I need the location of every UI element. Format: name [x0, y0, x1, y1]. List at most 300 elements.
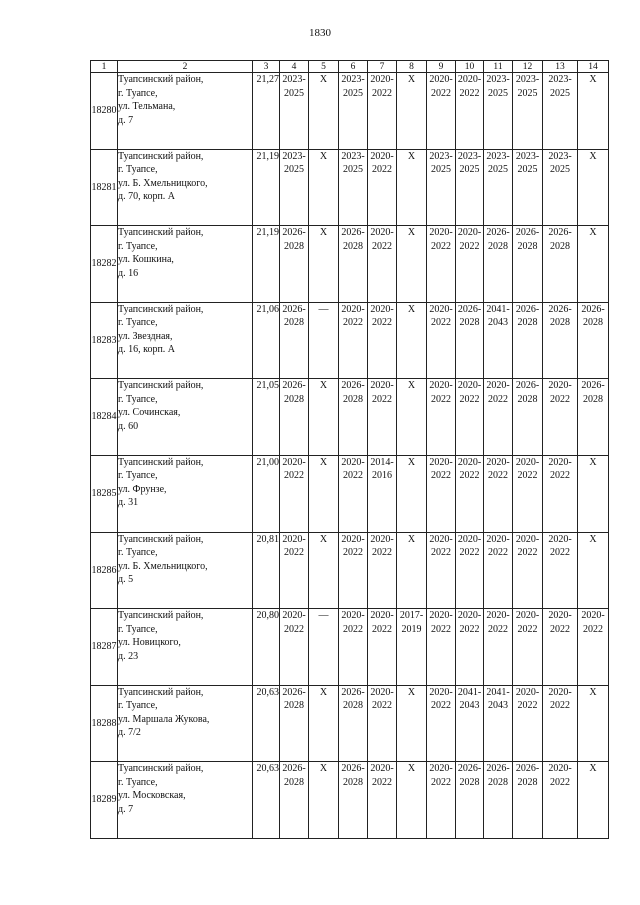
period-cell	[456, 762, 484, 839]
period-line: 2025	[431, 164, 451, 176]
period-line: —	[318, 610, 329, 622]
period-line: 2026-	[282, 763, 306, 775]
period-cell	[397, 532, 427, 609]
address-line: Туапсинский район,	[118, 74, 204, 85]
period-cell	[543, 685, 578, 762]
period-line: 2022	[431, 240, 451, 252]
period-cell	[368, 609, 397, 686]
address-cell	[118, 609, 253, 686]
period-line: 2020-	[370, 150, 394, 162]
address-line: д. 16	[118, 267, 139, 279]
period-line: 2022	[284, 623, 304, 635]
period-cell	[397, 455, 427, 532]
period-cell	[427, 149, 456, 226]
period-line: 2020-	[429, 380, 453, 392]
period-line: 2022	[459, 623, 480, 635]
period-line: 2028	[284, 240, 304, 252]
address-line: Туапсинский район,	[118, 686, 204, 698]
period-line: 2022	[372, 623, 392, 635]
period-line: 2028	[343, 776, 363, 788]
period-line: 2020-	[370, 74, 394, 85]
value-cell: 21,05	[253, 379, 280, 456]
period-line: 2022	[431, 87, 451, 99]
period-line: 2020-	[548, 380, 572, 392]
period-line: 2022	[550, 776, 570, 788]
period-line: 2023-	[429, 150, 453, 162]
period-line: 2022	[517, 547, 538, 559]
period-line: 2022	[343, 470, 363, 482]
address-cell	[118, 532, 253, 609]
address-line: д. 5	[118, 574, 134, 586]
period-line: 2043	[459, 700, 480, 712]
period-line: 2020-	[457, 456, 482, 468]
period-cell	[427, 226, 456, 303]
period-cell	[427, 685, 456, 762]
period-line: X	[407, 74, 416, 85]
period-line: 2023-	[282, 74, 306, 85]
period-line: —	[318, 303, 329, 315]
period-line: 2028	[284, 393, 304, 405]
period-line: 2028	[550, 240, 570, 252]
period-cell	[309, 302, 339, 379]
period-line: 2026-	[515, 303, 540, 315]
period-line: 2026-	[341, 763, 365, 775]
address-cell	[118, 73, 253, 150]
address-line: ул. Новицкого,	[118, 637, 181, 649]
period-line: 2022	[372, 700, 392, 712]
period-line: X	[319, 150, 328, 162]
period-line: X	[319, 686, 328, 698]
period-line: 2020-	[370, 227, 394, 239]
period-cell	[456, 609, 484, 686]
period-line: 2022	[583, 623, 603, 635]
period-line: 2022	[431, 393, 451, 405]
period-cell	[368, 73, 397, 150]
period-line: 2022	[343, 317, 363, 329]
period-cell	[427, 302, 456, 379]
period-line: 2020-	[429, 763, 453, 775]
period-line: 2025	[488, 164, 508, 176]
period-line: 2026-	[457, 303, 482, 315]
value-cell: 21,19	[253, 149, 280, 226]
period-line: 2020-	[515, 686, 540, 698]
period-line: 2020-	[429, 456, 453, 468]
period-line: X	[589, 533, 597, 545]
period-line: 2023-	[341, 150, 365, 162]
period-line: 2020-	[548, 456, 572, 468]
period-line: 2028	[284, 700, 304, 712]
period-line: 2020-	[548, 610, 572, 622]
period-line: 2022	[459, 393, 480, 405]
registry-table	[90, 60, 609, 839]
period-line: 2025	[343, 87, 363, 99]
period-line: X	[407, 686, 416, 698]
period-cell	[280, 379, 309, 456]
period-cell	[543, 609, 578, 686]
row-number: 18282	[91, 226, 118, 303]
address-line: г. Туапсе,	[118, 317, 158, 329]
address-cell	[118, 685, 253, 762]
period-cell	[427, 73, 456, 150]
period-line: 2020-	[429, 533, 453, 545]
period-line: X	[319, 74, 328, 85]
period-line: 2023-	[457, 150, 482, 162]
period-line: 2020-	[457, 74, 482, 85]
period-cell	[309, 379, 339, 456]
period-line: 2026-	[282, 303, 306, 315]
column-number-header: 6	[339, 61, 368, 73]
table-row	[91, 762, 609, 839]
period-line: 2020-	[486, 610, 510, 622]
address-line: Туапсинский район,	[118, 150, 204, 162]
period-cell	[339, 379, 368, 456]
period-line: 2020-	[457, 533, 482, 545]
period-cell	[280, 762, 309, 839]
period-cell	[280, 609, 309, 686]
period-cell	[339, 532, 368, 609]
period-line: 2020-	[457, 227, 482, 239]
address-line: г. Туапсе,	[118, 87, 158, 99]
period-cell	[280, 149, 309, 226]
period-line: 2026-	[515, 380, 540, 392]
address-line: ул. Московская,	[118, 790, 186, 802]
address-line: ул. Маршала Жукова,	[118, 713, 210, 725]
period-line: X	[319, 456, 328, 468]
period-cell	[578, 302, 609, 379]
period-line: 2028	[343, 700, 363, 712]
period-cell	[456, 455, 484, 532]
address-line: д. 70, корп. А	[118, 191, 176, 203]
period-line: 2023-	[515, 150, 540, 162]
period-cell	[578, 226, 609, 303]
period-cell	[368, 149, 397, 226]
period-line: 2020-	[486, 533, 510, 545]
period-line: 2020-	[429, 74, 453, 85]
period-line: 2023-	[486, 150, 510, 162]
period-line: 2028	[517, 776, 538, 788]
period-cell	[456, 302, 484, 379]
period-cell	[578, 455, 609, 532]
period-cell	[456, 226, 484, 303]
period-line: 2025	[284, 87, 304, 99]
period-cell	[456, 532, 484, 609]
period-cell	[456, 379, 484, 456]
address-line: д. 23	[118, 650, 139, 662]
period-line: 2022	[517, 470, 538, 482]
address-line: ул. Звездная,	[118, 330, 173, 342]
period-line: 2022	[372, 393, 392, 405]
period-line: 2020-	[370, 763, 394, 775]
column-number-header: 14	[578, 61, 609, 73]
period-line: X	[407, 456, 416, 468]
address-line: г. Туапсе,	[118, 240, 158, 252]
period-line: 2020-	[548, 686, 572, 698]
table-row	[91, 455, 609, 532]
period-line: 2020-	[486, 380, 510, 392]
period-cell	[513, 609, 543, 686]
period-cell	[280, 455, 309, 532]
period-line: 2041-	[457, 686, 482, 698]
address-line: д. 60	[118, 420, 139, 432]
period-line: 2022	[284, 547, 304, 559]
period-cell	[427, 455, 456, 532]
period-line: 2028	[517, 393, 538, 405]
period-line: X	[319, 227, 328, 239]
period-line: 2026-	[486, 227, 510, 239]
period-line: 2026-	[341, 227, 365, 239]
period-cell	[578, 685, 609, 762]
period-line: 2022	[372, 87, 392, 99]
period-cell	[397, 226, 427, 303]
value-cell: 21,00	[253, 455, 280, 532]
period-cell	[397, 379, 427, 456]
period-cell	[339, 302, 368, 379]
period-cell	[368, 302, 397, 379]
period-cell	[309, 455, 339, 532]
period-line: 2022	[431, 623, 451, 635]
period-line: X	[589, 763, 597, 775]
period-cell	[280, 226, 309, 303]
address-line: г. Туапсе,	[118, 700, 158, 712]
address-line: ул. Тельмана,	[118, 101, 176, 112]
period-line: X	[319, 380, 328, 392]
period-cell	[280, 302, 309, 379]
period-cell	[543, 455, 578, 532]
period-line: 2026-	[457, 763, 482, 775]
address-line: г. Туапсе,	[118, 547, 158, 559]
period-cell	[513, 762, 543, 839]
period-line: 2016	[372, 470, 392, 482]
period-line: 2026-	[282, 380, 306, 392]
period-cell	[427, 762, 456, 839]
period-line: 2026-	[282, 686, 306, 698]
period-cell	[456, 149, 484, 226]
period-line: 2028	[343, 240, 363, 252]
address-line: г. Туапсе,	[118, 164, 158, 176]
period-line: 2028	[488, 776, 508, 788]
table-row	[91, 226, 609, 303]
period-line: 2023-	[548, 150, 572, 162]
period-line: 2020-	[370, 610, 394, 622]
period-line: X	[589, 74, 597, 85]
period-cell	[309, 149, 339, 226]
period-cell	[484, 149, 513, 226]
table-row	[91, 302, 609, 379]
period-line: 2020-	[548, 533, 572, 545]
address-line: Туапсинский район,	[118, 533, 204, 545]
period-line: 2026-	[548, 227, 572, 239]
period-line: 2022	[431, 700, 451, 712]
column-number-header: 10	[456, 61, 484, 73]
period-line: 2020-	[341, 533, 365, 545]
period-cell	[484, 379, 513, 456]
period-line: 2022	[372, 776, 392, 788]
period-cell	[280, 532, 309, 609]
table-row	[91, 149, 609, 226]
period-line: 2028	[459, 317, 480, 329]
period-cell	[397, 762, 427, 839]
period-line: 2028	[583, 317, 603, 329]
page-number: 1830	[309, 27, 331, 39]
period-line: 2020-	[282, 456, 306, 468]
period-line: 2022	[372, 317, 392, 329]
period-line: 2020-	[341, 610, 365, 622]
period-line: 2022	[459, 240, 480, 252]
period-line: 2020-	[581, 610, 605, 622]
period-cell	[513, 149, 543, 226]
table-row	[91, 685, 609, 762]
period-line: 2020-	[370, 686, 394, 698]
period-line: X	[319, 763, 328, 775]
period-cell	[280, 685, 309, 762]
period-cell	[309, 73, 339, 150]
period-cell	[456, 685, 484, 762]
period-cell	[484, 302, 513, 379]
period-line: 2020-	[548, 763, 572, 775]
period-cell	[578, 609, 609, 686]
address-line: д. 16, корп. А	[118, 344, 176, 356]
period-cell	[339, 73, 368, 150]
period-line: 2023-	[515, 74, 540, 85]
address-line: г. Туапсе,	[118, 776, 158, 788]
period-line: 2020-	[515, 533, 540, 545]
period-line: 2026-	[515, 763, 540, 775]
period-line: X	[407, 533, 416, 545]
period-line: 2022	[459, 470, 480, 482]
value-cell: 20,81	[253, 532, 280, 609]
period-line: 2020-	[282, 610, 306, 622]
period-cell	[484, 685, 513, 762]
period-line: X	[407, 763, 416, 775]
address-line: Туапсинский район,	[118, 456, 204, 468]
period-line: 2014-	[370, 456, 394, 468]
column-number-header: 11	[484, 61, 513, 73]
period-cell	[513, 532, 543, 609]
period-line: 2043	[488, 317, 508, 329]
period-line: 2020-	[429, 686, 453, 698]
period-cell	[456, 73, 484, 150]
table-row	[91, 532, 609, 609]
period-line: 2020-	[341, 303, 365, 315]
period-line: 2022	[284, 470, 304, 482]
period-cell	[543, 532, 578, 609]
address-line: Туапсинский район,	[118, 303, 204, 315]
period-cell	[397, 685, 427, 762]
period-cell	[368, 455, 397, 532]
column-number-header: 4	[280, 61, 309, 73]
period-cell	[543, 379, 578, 456]
period-line: X	[589, 456, 597, 468]
period-line: 2020-	[486, 456, 510, 468]
period-cell	[484, 73, 513, 150]
period-cell	[513, 455, 543, 532]
period-line: 2023-	[282, 150, 306, 162]
address-line: Туапсинский район,	[118, 380, 204, 392]
period-cell	[578, 149, 609, 226]
period-cell	[339, 685, 368, 762]
period-line: 2028	[517, 317, 538, 329]
column-number-header: 2	[118, 61, 253, 73]
address-line: ул. Б. Хмельницкого,	[118, 177, 208, 189]
period-cell	[427, 609, 456, 686]
address-line: ул. Б. Хмельницкого,	[118, 560, 208, 572]
period-line: 2022	[459, 547, 480, 559]
address-line: ул. Кошкина,	[118, 254, 174, 266]
period-line: 2020-	[429, 610, 453, 622]
period-line: 2026-	[581, 303, 605, 315]
period-line: 2022	[431, 776, 451, 788]
period-cell	[578, 762, 609, 839]
period-line: 2026-	[515, 227, 540, 239]
period-line: 2041-	[486, 303, 510, 315]
period-line: 2022	[372, 240, 392, 252]
period-line: 2022	[488, 393, 508, 405]
address-line: д. 31	[118, 497, 139, 509]
period-line: 2023-	[341, 74, 365, 85]
period-cell	[513, 302, 543, 379]
period-line: 2022	[488, 623, 508, 635]
period-line: 2020-	[341, 456, 365, 468]
address-cell	[118, 762, 253, 839]
row-number: 18281	[91, 149, 118, 226]
period-cell	[339, 455, 368, 532]
period-line: 2022	[517, 623, 538, 635]
value-cell: 20,63	[253, 762, 280, 839]
period-cell	[309, 685, 339, 762]
period-line: 2025	[459, 164, 480, 176]
period-cell	[309, 609, 339, 686]
period-line: 2022	[372, 547, 392, 559]
row-number: 18284	[91, 379, 118, 456]
period-line: 2022	[459, 87, 480, 99]
period-line: 2022	[488, 547, 508, 559]
period-line: 2025	[550, 164, 570, 176]
period-line: 2022	[517, 700, 538, 712]
column-number-header: 1	[91, 61, 118, 73]
period-cell	[368, 226, 397, 303]
period-line: 2022	[550, 547, 570, 559]
column-number-header: 13	[543, 61, 578, 73]
row-number: 18285	[91, 455, 118, 532]
period-line: 2028	[517, 240, 538, 252]
value-cell: 21,19	[253, 226, 280, 303]
period-cell	[543, 73, 578, 150]
period-line: 2025	[284, 164, 304, 176]
address-cell	[118, 379, 253, 456]
period-cell	[309, 226, 339, 303]
period-line: X	[407, 227, 416, 239]
period-line: 2020-	[370, 533, 394, 545]
period-line: X	[407, 380, 416, 392]
period-line: X	[407, 303, 416, 315]
address-line: ул. Фрунзе,	[118, 483, 167, 495]
period-cell	[484, 226, 513, 303]
value-cell: 20,80	[253, 609, 280, 686]
period-line: 2022	[343, 547, 363, 559]
period-line: 2025	[517, 87, 538, 99]
address-cell	[118, 149, 253, 226]
table-row	[91, 73, 609, 150]
period-line: X	[589, 227, 597, 239]
address-cell	[118, 302, 253, 379]
period-cell	[397, 73, 427, 150]
period-line: 2022	[343, 623, 363, 635]
period-line: 2028	[550, 317, 570, 329]
period-line: 2043	[488, 700, 508, 712]
period-cell	[513, 685, 543, 762]
period-cell	[543, 226, 578, 303]
period-cell	[427, 379, 456, 456]
